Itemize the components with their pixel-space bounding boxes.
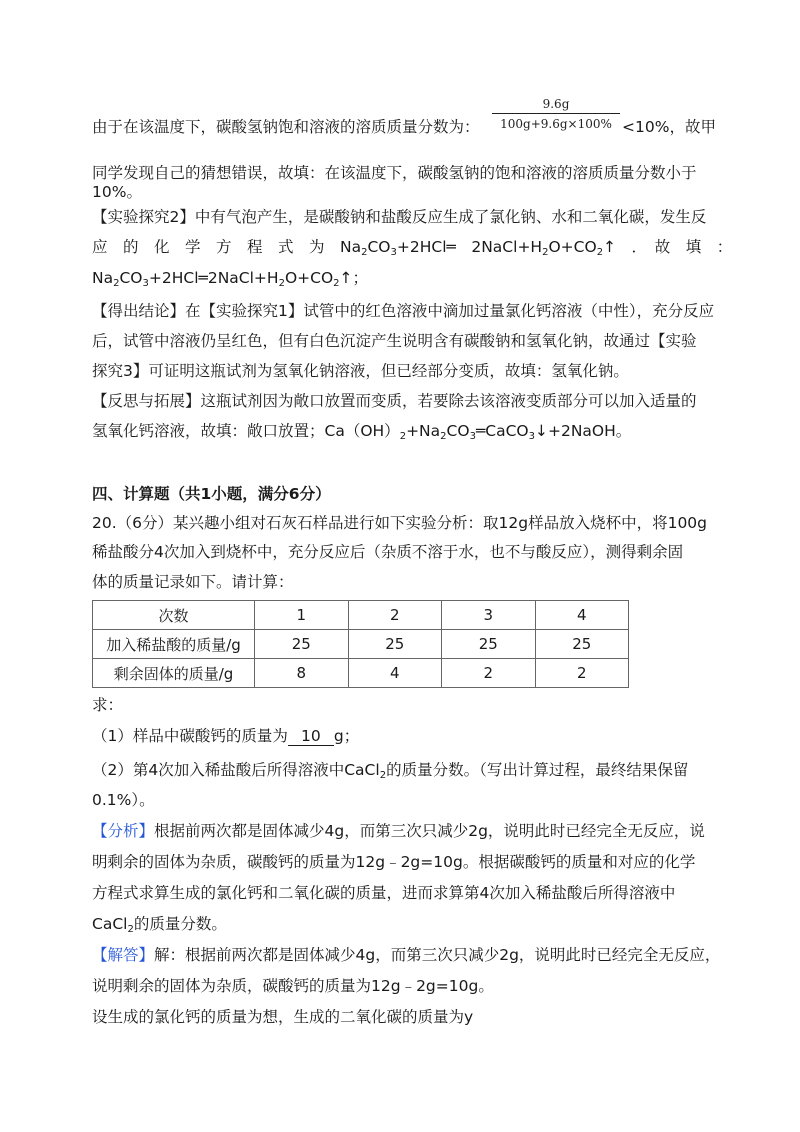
table-cell: 2 [442,659,536,688]
line-text: 根据前两次都是固体减少4g，而第三次只减少2g，说明此时已经完全无反应，说 [154,822,705,840]
line-text: 稀盐酸分4次加入到烧杯中，充分反应后（杂质不溶于水，也不与酸反应），测得剩余固 [92,543,684,561]
question-line [92,571,294,593]
subscript: 3 [390,247,397,258]
question-part [92,725,359,747]
solution-tag: 【解答】 [92,946,155,964]
line-text: 【反思与拓展】这瓶试剂因为敞口放置而变质，若要除去该溶液变质部分可以加入适量的 [92,392,697,410]
line-text: Na [92,269,114,287]
analysis-line [92,820,705,842]
heading-text: 四、计算题（共1小题，满分6分） [92,485,331,503]
fraction-numerator: 9.6g [542,97,570,111]
line-text: CO [446,422,470,440]
analysis-line [92,913,227,935]
table-row [93,659,629,688]
line-text: 明剩余的固体为杂质，碳酸钙的质量为12g﹣2g=10g。根据碳酸钙的质量和对应的化学 [92,853,696,871]
question-line [92,512,707,534]
line-text: 探究3】可证明这瓶试剂为氢氧化钠溶液，但已经部分变质，故填：氢氧化钠。 [92,362,629,380]
subscript: 2 [361,247,368,258]
answer-blank: 10 [288,727,334,746]
subscript: 2 [127,924,134,935]
line-text: <10%，故甲 [622,118,716,136]
equation-line [92,420,631,442]
line-text: 由于在该温度下，碳酸氢钠饱和溶液的溶质质量分数为： [92,118,480,136]
line-text: O+CO [284,269,334,287]
table-cell: 8 [255,659,349,688]
line-text: 后，试管中溶液仍呈红色，但有白色沉淀产生说明含有碳酸钠和氢氧化钠，故通过【实验 [92,332,697,350]
subscript: 2 [278,278,285,289]
solution-line [92,944,720,966]
solution-line [92,975,494,997]
line-text: g； [333,727,360,745]
subscript: 3 [528,431,535,442]
subscript: 2 [333,278,340,289]
text-line [92,789,155,811]
line-text: +Na [406,422,441,440]
line-text: 求： [92,696,124,714]
line-text: （1）样品中碳酸钙的质量为 [92,727,288,745]
line-text: CaCl [92,915,128,933]
line-text: 氢氧化钙溶液，故填：敞口放置；Ca（OH） [92,422,400,440]
table-cell: 加入稀盐酸的质量/g [93,630,255,659]
line-text: 的质量分数。 [133,915,227,933]
text-line [622,116,716,138]
equation-line [92,236,732,258]
text-line [92,162,697,184]
line-text: ↑； [339,269,369,287]
table-row [93,601,629,630]
line-text: 解：根据前两次都是固体减少4g，而第三次只减少2g，说明此时已经完全无反应， [154,946,721,964]
text-line [92,116,480,138]
text-line [92,181,142,203]
line-text: 应 的 化 学 方 程 式 为 Na [92,238,362,256]
table-cell: 2 [535,659,629,688]
analysis-line [92,851,695,873]
table-cell: 4 [348,659,442,688]
table-row [93,630,629,659]
table-cell: 3 [442,601,536,630]
line-text: 【得出结论】在【实验探究1】试管中的红色溶液中滴加过量氯化钙溶液（中性），充分反应 [92,302,715,320]
text-line [92,300,714,322]
text-line [92,206,706,228]
table-cell: 剩余固体的质量/g [93,659,255,688]
question-line [92,541,683,563]
line-text: 0.1%）。 [92,791,155,809]
line-text: 体的质量记录如下。请计算： [92,573,294,591]
analysis-line [92,882,675,904]
question-part [92,759,688,781]
data-table [92,600,629,688]
line-text: 的质量分数。（写出计算过程，最终结果保留 [386,761,689,779]
analysis-tag: 【分析】 [92,822,155,840]
text-line [92,330,697,352]
subscript: 2 [596,247,604,258]
table-cell: 25 [535,630,629,659]
table-cell: 25 [255,630,349,659]
solution-line [92,1006,473,1028]
table-cell: 25 [442,630,536,659]
line-text: ═CaCO [475,422,529,440]
line-text: 说明剩余的固体为杂质，碳酸钙的质量为12g﹣2g=10g。 [92,977,494,995]
table-cell: 2 [348,601,442,630]
table-cell: 25 [348,630,442,659]
line-text: ↓+2NaOH。 [535,422,632,440]
subscript: 2 [113,278,120,289]
subscript: 3 [142,278,149,289]
fraction [492,96,620,132]
subscript: 2 [440,431,447,442]
section-heading [92,483,331,505]
line-text: 20.（6分）某兴趣小组对石灰石样品进行如下实验分析：取12g样品放入烧杯中，将100g [92,514,707,532]
subscript: 2 [542,247,549,258]
line-text: +2HCl═ 2NaCl+H [396,238,543,256]
subscript: 2 [399,431,407,442]
line-text: 同学发现自己的猜想错误，故填：在该温度下，碳酸氢钠的饱和溶液的溶质质量分数小于 [92,164,697,182]
line-text: 【实验探究2】中有气泡产生，是碳酸钠和盐酸反应生成了氯化钠、水和二氧化碳，发生反 [92,208,707,226]
table-cell: 次数 [93,601,255,630]
line-text: 10%。 [92,183,142,201]
line-text: 方程式求算生成的氯化钙和二氧化碳的质量，进而求算第4次加入稀盐酸后所得溶液中 [92,884,676,902]
line-text: CO [119,269,143,287]
subscript: 3 [469,431,476,442]
line-text: 设生成的氯化钙的质量为想，生成的二氧化碳的质量为y [92,1008,474,1026]
fraction-denominator: 100g+9.6g×100% [500,117,612,131]
equation-line [92,267,368,289]
table-cell: 4 [535,601,629,630]
subscript: 2 [379,770,387,781]
line-text: +2HCl═2NaCl+H [148,269,279,287]
line-text: O+CO [548,238,597,256]
line-text: ↑ ． 故 填 ： [603,238,733,256]
fraction-bar [492,113,620,114]
table-cell: 1 [255,601,349,630]
line-text: （2）第4次加入稀盐酸后所得溶液中CaCl [92,761,380,779]
line-text: CO [367,238,391,256]
text-line [92,390,697,412]
text-line [92,694,123,716]
text-line [92,360,629,382]
